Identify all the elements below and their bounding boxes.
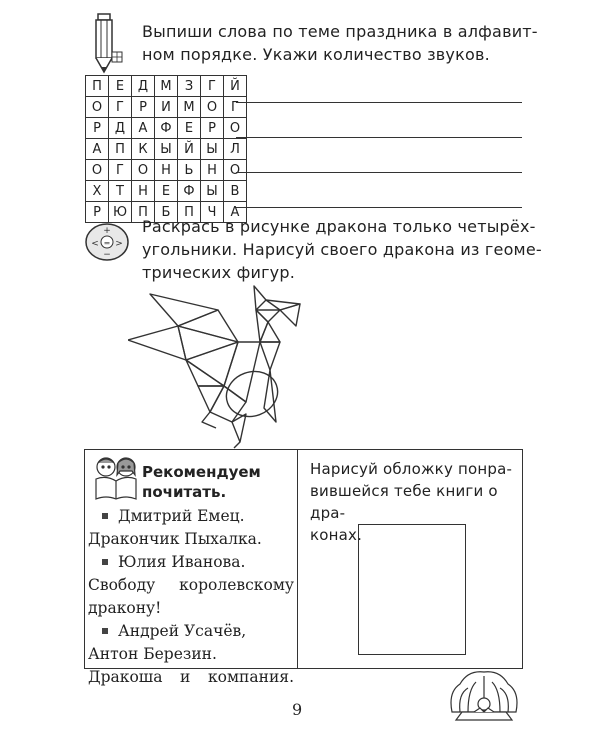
- task1-line-1: Выпиши слова по теме праздника в алфавит-: [142, 22, 538, 41]
- letter-grid-cell[interactable]: М: [155, 76, 178, 97]
- letter-grid-cell[interactable]: Р: [132, 97, 155, 118]
- letter-grid-cell[interactable]: Ы: [155, 139, 178, 160]
- letter-grid-cell[interactable]: Г: [224, 97, 247, 118]
- book-1-title: Дракончик Пыхалка.: [88, 530, 262, 548]
- letter-grid-cell[interactable]: А: [86, 139, 109, 160]
- letter-grid-cell[interactable]: Х: [86, 181, 109, 202]
- letter-grid-cell[interactable]: Ь: [178, 160, 201, 181]
- letter-grid-cell[interactable]: Ф: [155, 118, 178, 139]
- letter-grid-cell[interactable]: Е: [109, 76, 132, 97]
- book-1-author: Дмитрий Емец.: [88, 505, 294, 528]
- letter-grid-cell[interactable]: Г: [109, 160, 132, 181]
- letter-grid-cell[interactable]: Ы: [201, 181, 224, 202]
- svg-text:=: =: [103, 238, 111, 248]
- letter-grid-cell[interactable]: А: [224, 202, 247, 223]
- svg-text:+: +: [103, 226, 111, 236]
- letter-grid-cell[interactable]: П: [109, 139, 132, 160]
- pencil-icon: [88, 12, 124, 76]
- task2-line-1: Раскрась в рисунке дракона только четырёх-: [142, 217, 536, 236]
- letter-grid-cell[interactable]: Р: [86, 202, 109, 223]
- letter-grid-row: [86, 181, 247, 202]
- letter-grid-cell[interactable]: Е: [178, 118, 201, 139]
- letter-grid-cell[interactable]: К: [132, 139, 155, 160]
- svg-text:−: −: [103, 250, 111, 260]
- letter-grid-cell[interactable]: Й: [224, 76, 247, 97]
- task2-line-3: трических фигур.: [142, 263, 295, 282]
- book-3-title: Дракоша и компания.: [88, 668, 294, 686]
- letter-grid-cell[interactable]: З: [178, 76, 201, 97]
- cover-drawing-area[interactable]: [358, 524, 466, 655]
- geometric-dragon-drawing[interactable]: [128, 282, 313, 450]
- cover-task-line-2: вившейся тебе книги о дра-: [310, 482, 498, 522]
- letter-grid-cell[interactable]: Ф: [178, 181, 201, 202]
- letter-grid-cell[interactable]: О: [224, 160, 247, 181]
- letter-grid-cell[interactable]: О: [132, 160, 155, 181]
- letter-grid-cell[interactable]: О: [86, 160, 109, 181]
- book-2-title-line-1: Свободу королевскому: [88, 576, 294, 594]
- book-3-author-1: Андрей Усачёв,: [88, 620, 294, 643]
- letter-grid-cell[interactable]: П: [86, 76, 109, 97]
- kids-reading-icon: [92, 455, 140, 501]
- recommended-heading: [142, 462, 261, 502]
- letter-grid-cell[interactable]: Л: [224, 139, 247, 160]
- letter-grid-cell[interactable]: Е: [155, 181, 178, 202]
- letter-grid-cell[interactable]: Г: [109, 97, 132, 118]
- cover-task-line-3: конах.: [310, 526, 363, 544]
- bullet-icon: [102, 559, 108, 565]
- task1-instruction: [142, 20, 572, 66]
- answer-line-4[interactable]: [236, 207, 522, 208]
- book-2-author: Юлия Иванова.: [88, 551, 294, 574]
- letter-grid: [85, 75, 247, 223]
- letter-grid-cell[interactable]: Р: [201, 118, 224, 139]
- letter-grid-cell[interactable]: Б: [155, 202, 178, 223]
- task2-instruction: [142, 215, 582, 284]
- svg-text:<: <: [91, 239, 99, 249]
- letter-grid-cell[interactable]: Р: [86, 118, 109, 139]
- letter-grid-cell[interactable]: Ю: [109, 202, 132, 223]
- letter-grid-cell[interactable]: Ч: [201, 202, 224, 223]
- letter-grid-cell[interactable]: О: [86, 97, 109, 118]
- letter-grid-cell[interactable]: П: [178, 202, 201, 223]
- answer-line-3[interactable]: [236, 172, 522, 173]
- letter-grid-cell[interactable]: Д: [132, 76, 155, 97]
- letter-grid-row: [86, 97, 247, 118]
- task2-line-2: угольники. Нарисуй своего дракона из геоме-: [142, 240, 542, 259]
- letter-grid-cell[interactable]: Н: [201, 160, 224, 181]
- answer-line-1[interactable]: [236, 102, 522, 103]
- recommended-heading-line-2: почитать.: [142, 483, 227, 501]
- cover-task-line-1: Нарисуй обложку понра-: [310, 460, 513, 478]
- letter-grid-row: [86, 118, 247, 139]
- letter-grid-cell[interactable]: Ы: [201, 139, 224, 160]
- task1-line-2: ном порядке. Укажи количество звуков.: [142, 45, 490, 64]
- shapes-icon: [84, 222, 130, 262]
- letter-grid-cell[interactable]: Й: [178, 139, 201, 160]
- letter-grid-cell[interactable]: В: [224, 181, 247, 202]
- letter-grid-cell[interactable]: Д: [109, 118, 132, 139]
- page-number: 9: [292, 700, 303, 719]
- letter-grid-cell[interactable]: О: [224, 118, 247, 139]
- bullet-icon: [102, 628, 108, 634]
- letter-grid-cell[interactable]: П: [132, 202, 155, 223]
- letter-grid-row: [86, 139, 247, 160]
- svg-text:>: >: [115, 239, 123, 249]
- book-2-title-line-2: дракону!: [88, 599, 162, 617]
- letter-grid-cell[interactable]: И: [155, 97, 178, 118]
- book-list: [88, 505, 294, 689]
- recommended-heading-line-1: Рекомендуем: [142, 463, 261, 481]
- letter-grid-cell[interactable]: Н: [132, 181, 155, 202]
- letter-grid-cell[interactable]: А: [132, 118, 155, 139]
- letter-grid-cell[interactable]: Т: [109, 181, 132, 202]
- book-3-author-2: Антон Березин.: [88, 645, 217, 663]
- letter-grid-row: [86, 76, 247, 97]
- letter-grid-row: [86, 160, 247, 181]
- letter-grid-cell[interactable]: Г: [201, 76, 224, 97]
- seashell-icon: [446, 668, 522, 724]
- answer-line-2[interactable]: [236, 137, 522, 138]
- bullet-icon: [102, 513, 108, 519]
- letter-grid-cell[interactable]: Н: [155, 160, 178, 181]
- letter-grid-cell[interactable]: О: [201, 97, 224, 118]
- letter-grid-cell[interactable]: М: [178, 97, 201, 118]
